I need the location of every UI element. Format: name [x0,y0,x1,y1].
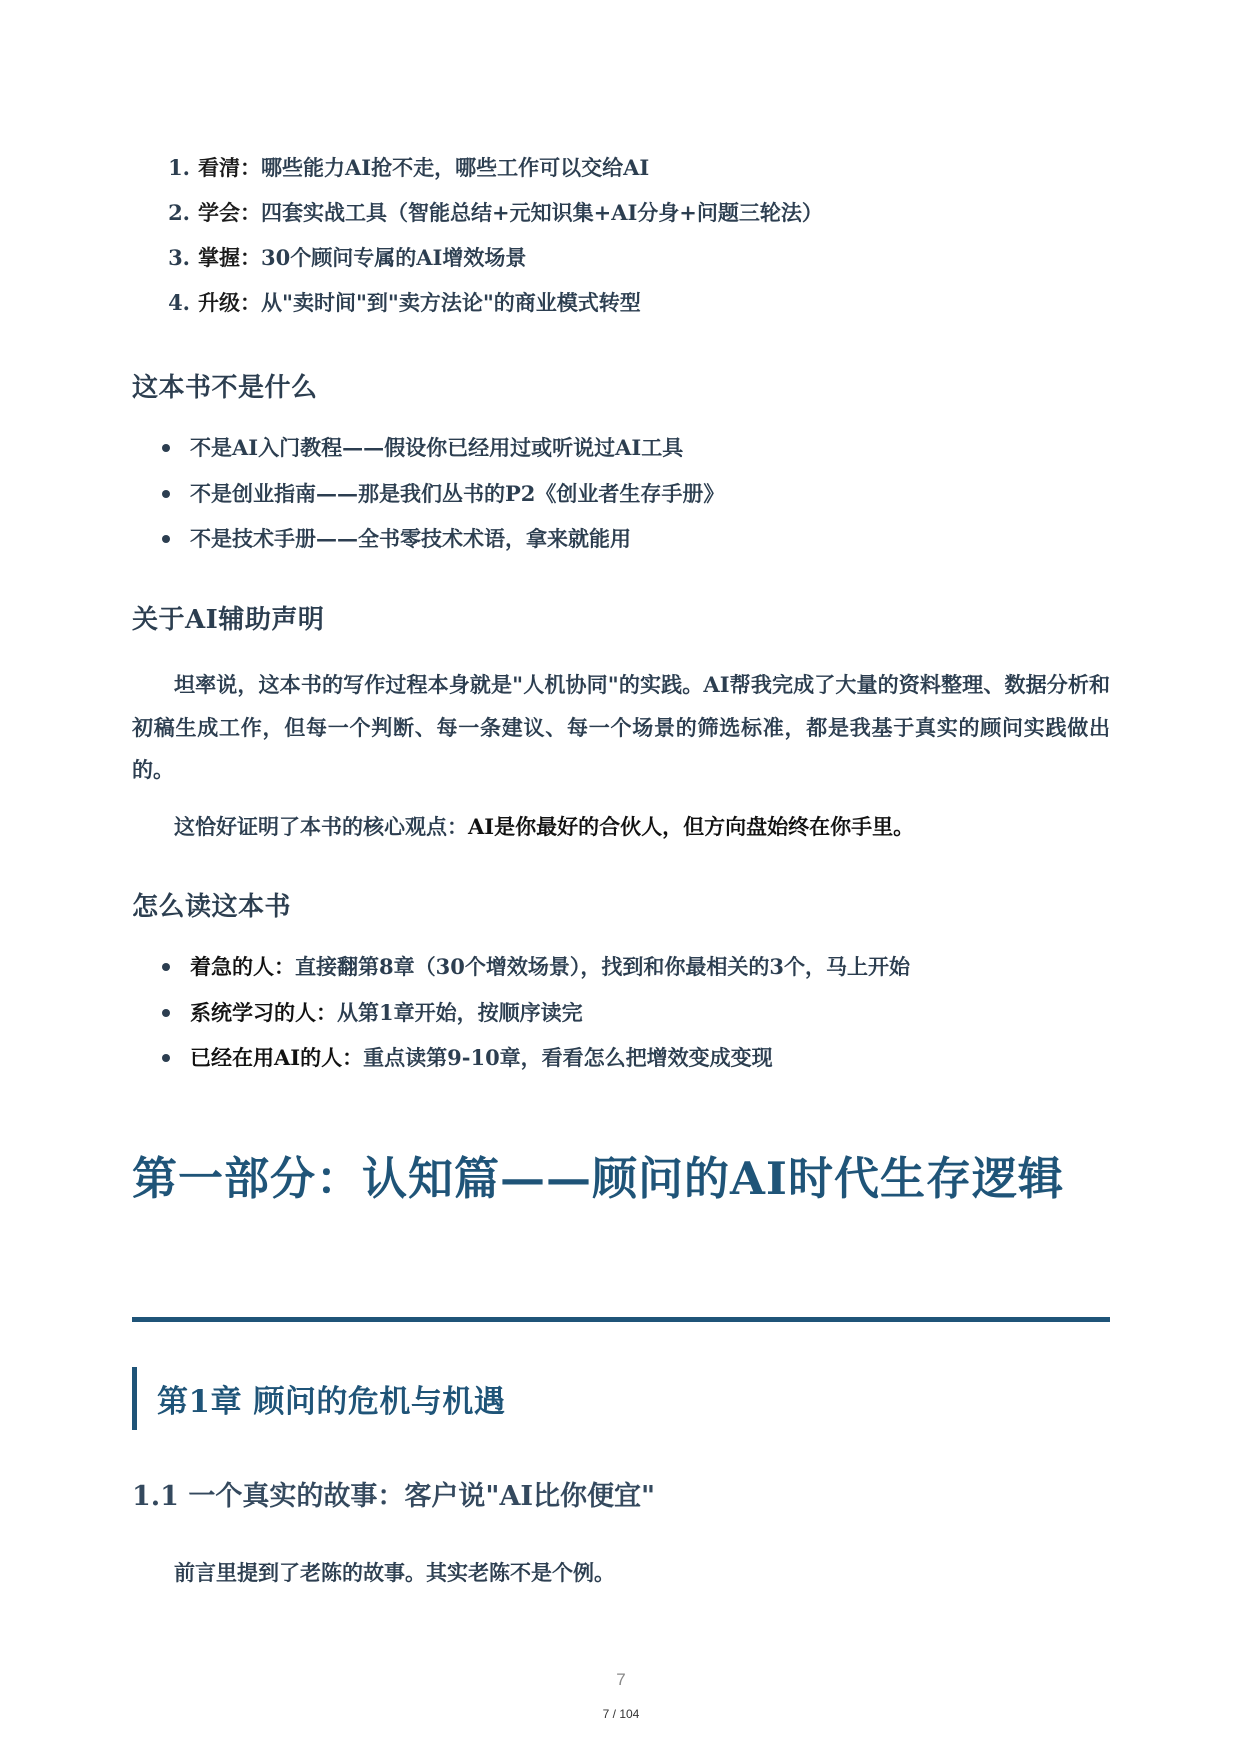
list-number: 3. [168,245,190,270]
list-number: 2. [168,200,190,225]
list-item-text: 不是技术手册——全书零技术术语，拿来就能用 [190,526,631,551]
list-item [132,521,1112,567]
list-item [132,285,1112,330]
list-item-label: 系统学习的人： [190,999,337,1025]
bullet-icon [162,490,170,498]
list-item-label: 看清： [198,155,261,180]
list-item-label: 学会： [198,200,261,225]
core-view-emphasis: AI是你最好的合伙人，但方向盘始终在你手里。 [468,814,915,839]
list-item-text: 从第1章开始，按顺序读完 [337,999,583,1025]
goals-numbered-list [132,150,1112,330]
page-indicator: 7 / 104 [602,1707,640,1721]
list-item-text: 不是AI入门教程——假设你已经用过或听说过AI工具 [190,435,684,460]
ai-statement-paragraph: 坦率说，这本书的写作过程本身就是"人机协同"的实践。AI帮我完成了大量的资料整理、数据分析和初稿生成工作，但每一个判断、每一条建议、每一个场景的筛选标准，都是我基于真实的顾问实践做出的。 [132,672,1110,782]
list-item [132,1040,1112,1086]
section-heading-how-to-read: 怎么读这本书 [132,892,292,922]
list-number: 4. [168,290,190,315]
part-heading: 第一部分：认知篇——顾问的AI时代生存逻辑 [132,1152,1064,1205]
not-bullet-list [132,430,1112,567]
list-item-text: 30个顾问专属的AI增效场景 [261,245,527,270]
core-view-paragraph [132,806,1110,849]
list-item [132,240,1112,285]
list-number: 1. [168,155,190,180]
list-item-text: 从"卖时间"到"卖方法论"的商业模式转型 [261,290,641,315]
list-item [132,430,1112,476]
page-number: 7 [616,1670,626,1689]
section-1-1-paragraph: 前言里提到了老陈的故事。其实老陈不是个例。 [174,1560,615,1585]
part-divider [132,1317,1110,1322]
list-item-text: 不是创业指南——那是我们丛书的P2《创业者生存手册》 [190,480,725,506]
bullet-icon [162,963,170,971]
list-item [132,195,1112,240]
list-item-text: 直接翻第8章（30个增效场景），找到和你最相关的3个，马上开始 [295,954,910,979]
section-1-1-heading: 1.1 一个真实的故事：客户说"AI比你便宜" [132,1481,656,1512]
list-item [132,476,1112,522]
section-heading-not: 这本书不是什么 [132,373,318,403]
bullet-icon [162,444,170,452]
list-item-text: 哪些能力AI抢不走，哪些工作可以交给AI [261,155,650,180]
list-item-label: 掌握： [198,245,261,270]
bullet-icon [162,535,170,543]
list-item [132,150,1112,195]
section-heading-ai-statement: 关于AI辅助声明 [132,605,325,635]
bullet-icon [162,1054,170,1062]
core-view-lead: 这恰好证明了本书的核心观点： [174,814,468,839]
list-item [132,995,1112,1041]
chapter-heading-block [132,1367,505,1430]
list-item [132,949,1112,995]
list-item-label: 升级： [198,290,261,315]
list-item-label: 已经在用AI的人： [190,1045,364,1070]
bullet-icon [162,1009,170,1017]
how-to-read-list [132,949,1112,1086]
list-item-text: 四套实战工具（智能总结+元知识集+AI分身+问题三轮法） [261,200,823,225]
chapter-heading: 第1章 顾问的危机与机遇 [157,1384,506,1420]
list-item-text: 重点读第9-10章，看看怎么把增效变成变现 [363,1045,773,1070]
list-item-label: 着急的人： [190,954,295,979]
